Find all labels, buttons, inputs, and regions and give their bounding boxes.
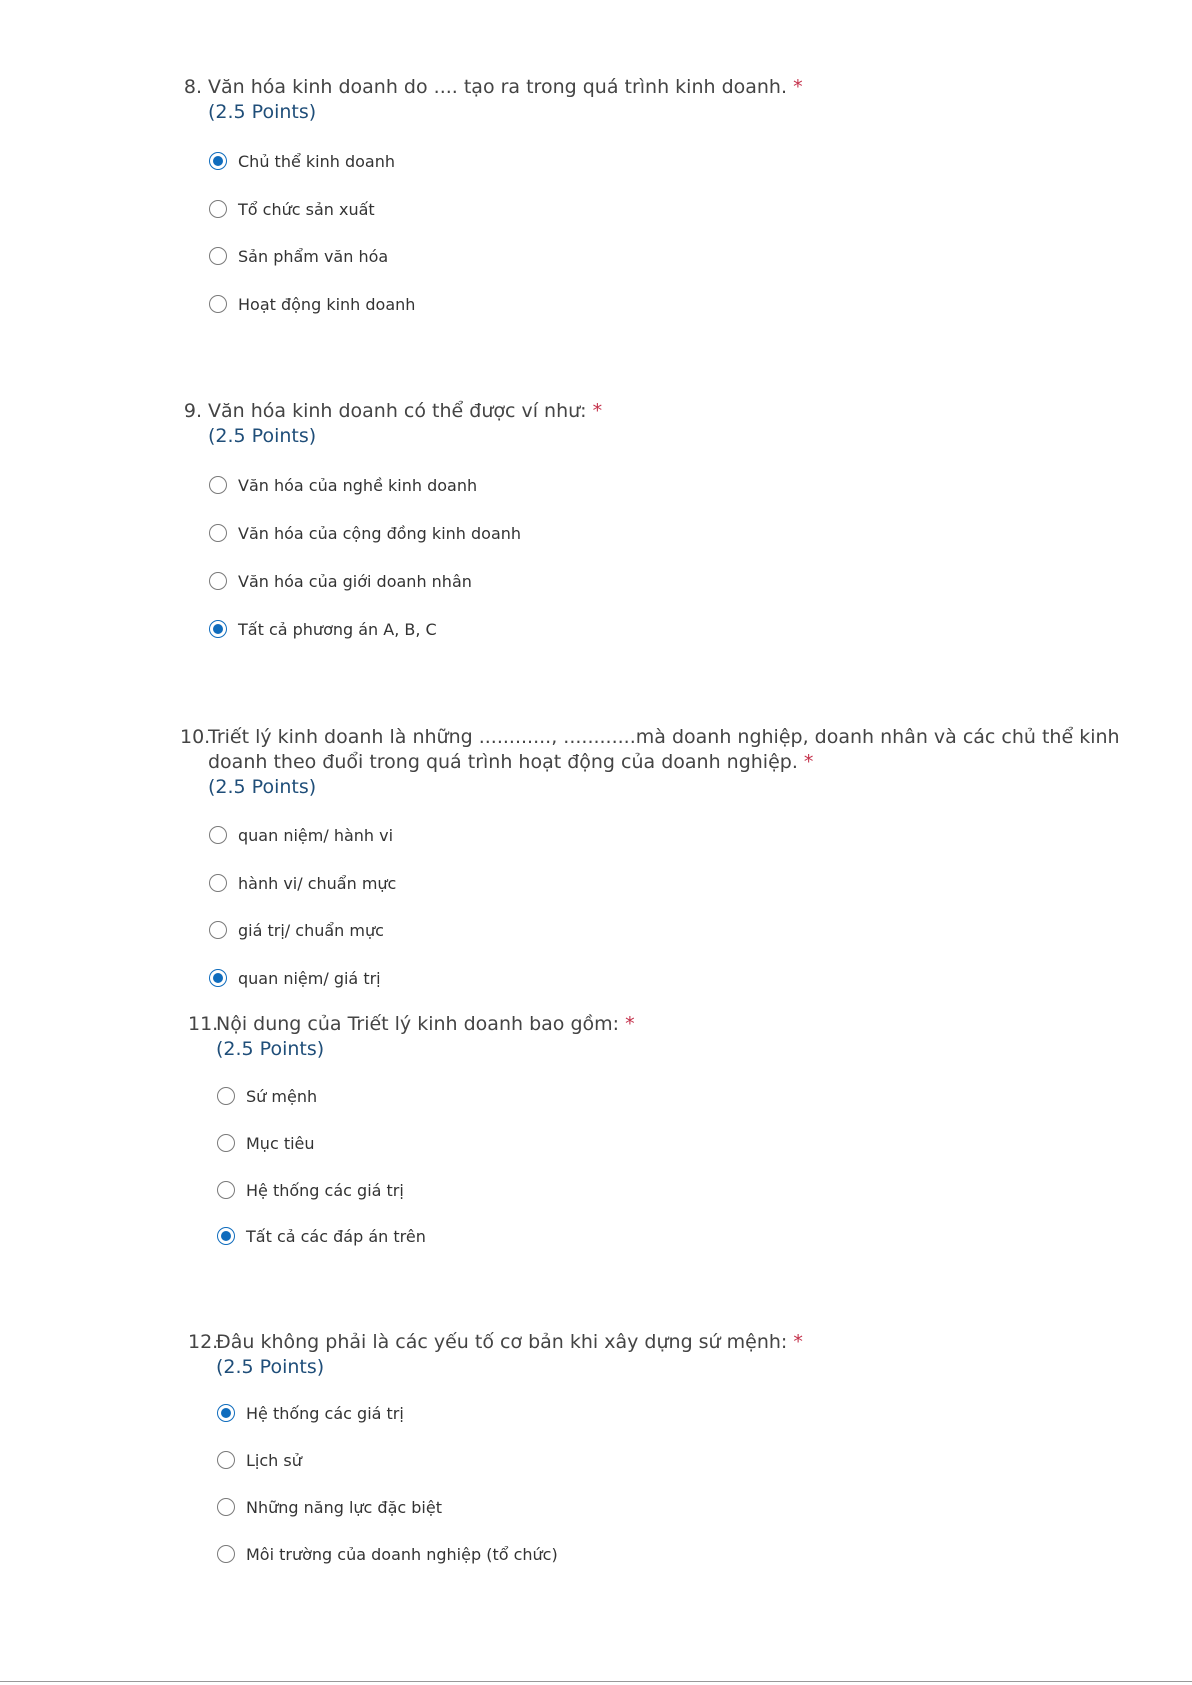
- option-label: Tổ chức sản xuất: [238, 199, 375, 219]
- option-label: quan niệm/ giá trị: [238, 968, 381, 988]
- radio-icon[interactable]: [217, 1087, 235, 1105]
- option-label: hành vi/ chuẩn mực: [238, 873, 397, 893]
- option-label: Lịch sử: [246, 1450, 302, 1470]
- question-number: 11.: [188, 1013, 219, 1035]
- option-label: Hệ thống các giá trị: [246, 1403, 404, 1423]
- radio-icon[interactable]: [209, 476, 227, 494]
- required-asterisk: *: [625, 1013, 635, 1035]
- question-number: 9.: [183, 400, 202, 422]
- radio-icon[interactable]: [217, 1134, 235, 1152]
- radio-icon[interactable]: [209, 524, 227, 542]
- option-label: Sứ mệnh: [246, 1086, 318, 1106]
- option-label: Môi trường của doanh nghiệp (tổ chức): [246, 1544, 558, 1564]
- option-label: Hệ thống các giá trị: [246, 1180, 404, 1200]
- radio-icon[interactable]: [209, 874, 227, 892]
- option-q10-2[interactable]: [209, 871, 396, 895]
- page-bottom-divider: [0, 1681, 1192, 1682]
- radio-icon[interactable]: [217, 1181, 235, 1199]
- option-label: giá trị/ chuẩn mực: [238, 920, 384, 940]
- question-points: (2.5 Points): [216, 1356, 325, 1378]
- radio-icon[interactable]: [209, 247, 227, 265]
- option-label: Văn hóa của nghề kinh doanh: [238, 475, 478, 495]
- option-q11-4[interactable]: [217, 1224, 426, 1248]
- option-q8-4[interactable]: [209, 292, 415, 316]
- option-label: Văn hóa của giới doanh nhân: [238, 571, 472, 591]
- option-q12-2[interactable]: [217, 1448, 302, 1472]
- option-q10-4[interactable]: [209, 966, 381, 990]
- radio-selected-icon[interactable]: [209, 620, 227, 638]
- option-q11-3[interactable]: [217, 1178, 404, 1202]
- option-q9-2[interactable]: [209, 521, 521, 545]
- option-q11-2[interactable]: [217, 1131, 315, 1155]
- question-8: [180, 75, 803, 125]
- option-q8-3[interactable]: [209, 244, 388, 268]
- radio-icon[interactable]: [217, 1498, 235, 1516]
- option-label: Văn hóa của cộng đồng kinh doanh: [238, 523, 522, 543]
- question-points: (2.5 Points): [216, 1038, 325, 1060]
- option-q11-1[interactable]: [217, 1084, 317, 1108]
- option-label: quan niệm/ hành vi: [238, 825, 394, 845]
- question-11: [188, 1012, 635, 1062]
- option-label: Hoạt động kinh doanh: [238, 294, 416, 314]
- option-q12-1[interactable]: [217, 1401, 404, 1425]
- radio-icon[interactable]: [209, 921, 227, 939]
- question-number: 10.: [180, 726, 211, 748]
- question-number: 8.: [183, 76, 202, 98]
- radio-icon[interactable]: [209, 200, 227, 218]
- option-label: Sản phẩm văn hóa: [238, 246, 389, 266]
- required-asterisk: *: [793, 1331, 803, 1353]
- radio-icon[interactable]: [209, 826, 227, 844]
- radio-icon[interactable]: [217, 1545, 235, 1563]
- question-9: [180, 399, 602, 449]
- question-points: (2.5 Points): [208, 776, 317, 798]
- option-label: Chủ thể kinh doanh: [238, 151, 395, 171]
- question-text: Nội dung của Triết lý kinh doanh bao gồm: *: [216, 1013, 635, 1035]
- option-q10-3[interactable]: [209, 918, 384, 942]
- question-number: 12.: [188, 1331, 219, 1353]
- option-q9-1[interactable]: [209, 473, 477, 497]
- radio-selected-icon[interactable]: [209, 152, 227, 170]
- question-points: (2.5 Points): [208, 101, 317, 123]
- option-q8-1[interactable]: [209, 149, 395, 173]
- question-text: Đâu không phải là các yếu tố cơ bản khi xây dựng sứ mệnh: *: [216, 1331, 803, 1353]
- required-asterisk: *: [803, 751, 814, 773]
- option-q8-2[interactable]: [209, 197, 375, 221]
- required-asterisk: *: [793, 76, 803, 98]
- question-points: (2.5 Points): [208, 425, 317, 447]
- option-label: Tất cả các đáp án trên: [246, 1226, 426, 1246]
- option-q12-4[interactable]: [217, 1542, 558, 1566]
- option-q12-3[interactable]: [217, 1495, 442, 1519]
- question-text-line2: doanh theo đuổi trong quá trình hoạt động của doanh nghiệp. *: [208, 751, 814, 773]
- radio-icon[interactable]: [217, 1451, 235, 1469]
- radio-selected-icon[interactable]: [217, 1404, 235, 1422]
- radio-selected-icon[interactable]: [217, 1227, 235, 1245]
- option-label: Những năng lực đặc biệt: [246, 1497, 442, 1517]
- radio-selected-icon[interactable]: [209, 969, 227, 987]
- option-q10-1[interactable]: [209, 823, 393, 847]
- question-text: Triết lý kinh doanh là những ............, ............mà doanh nghiệp, doanh nhân và các chủ thể kinh: [208, 726, 1120, 748]
- radio-icon[interactable]: [209, 295, 227, 313]
- option-label: Mục tiêu: [246, 1133, 315, 1153]
- option-q9-3[interactable]: [209, 569, 472, 593]
- radio-icon[interactable]: [209, 572, 227, 590]
- question-10: [180, 725, 1120, 800]
- option-q9-4[interactable]: [209, 617, 437, 641]
- question-text: Văn hóa kinh doanh do .... tạo ra trong quá trình kinh doanh. *: [208, 76, 803, 98]
- required-asterisk: *: [592, 400, 603, 422]
- option-label: Tất cả phương án A, B, C: [238, 619, 437, 639]
- question-12: [188, 1330, 803, 1380]
- question-text: Văn hóa kinh doanh có thể được ví như: *: [208, 400, 603, 422]
